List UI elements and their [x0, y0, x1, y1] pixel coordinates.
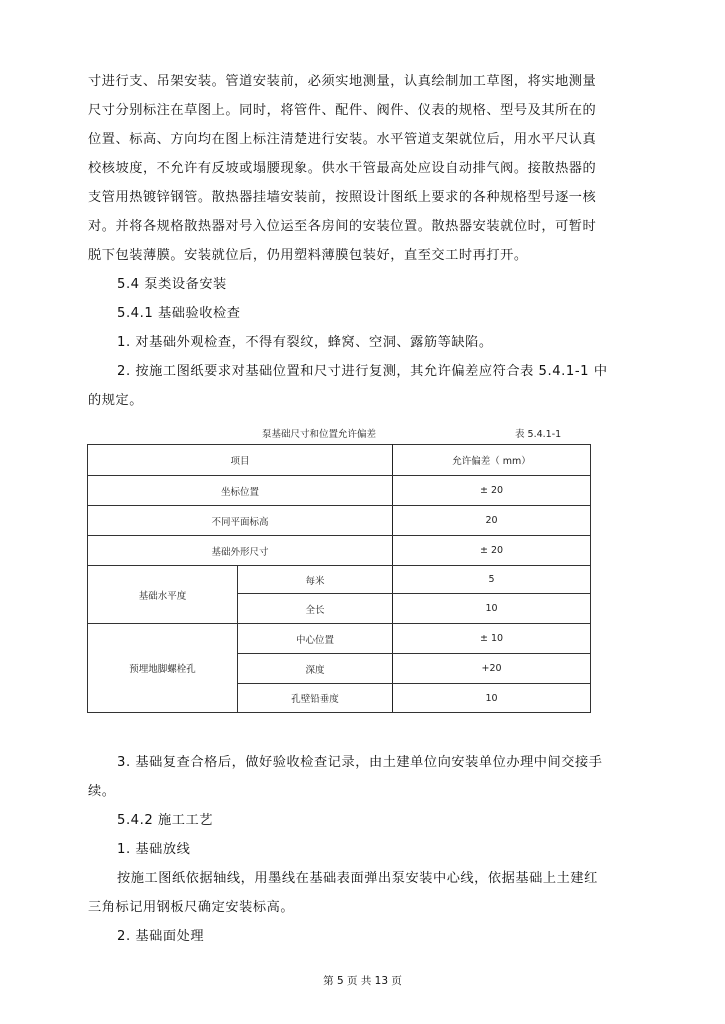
row-label: 坐标位置 — [88, 476, 393, 506]
body-text-line: 尺寸分别标注在草图上。同时，将管件、配件、阀件、仪表的规格、型号及其所在的 — [88, 103, 597, 118]
row-value: 5 — [393, 566, 591, 594]
row-value: 20 — [393, 506, 591, 536]
table-number: 表 5.4.1-1 — [515, 429, 562, 440]
table-caption: 泵基础尺寸和位置允许偏差 — [262, 429, 377, 440]
section-heading-5-4-1: 5.4.1 基础验收检查 — [117, 306, 241, 321]
row-value: ± 10 — [393, 624, 591, 654]
row-value: 10 — [393, 684, 591, 713]
body-text-line: 三角标记用钢板尺确定安装标高。 — [88, 900, 295, 915]
row-value: ± 20 — [393, 476, 591, 506]
row-group-label: 基础水平度 — [88, 566, 238, 624]
table-row — [88, 476, 591, 506]
page-number-footer: 第 5 页 共 13 页 — [323, 975, 402, 987]
table-header-row — [88, 445, 591, 476]
body-text-line: 按施工图纸依据轴线，用墨线在基础表面弹出泵安装中心线，依据基础上土建红 — [117, 871, 598, 886]
body-text-line: 位置、标高、方向均在图上标注清楚进行安装。水平管道支架就位后，用水平尺认真 — [88, 132, 597, 147]
list-item-1: 1. 对基础外观检查，不得有裂纹，蜂窝、空洞、露筋等缺陷。 — [117, 335, 493, 350]
header-item: 项目 — [88, 445, 393, 476]
body-text-line: 寸进行支、吊架安装。管道安装前，必须实地测量，认真绘制加工草图，将实地测量 — [88, 74, 597, 89]
row-label: 每米 — [238, 566, 393, 594]
row-group-label: 预埋地脚螺栓孔 — [88, 624, 238, 713]
list-item-2-continuation: 的规定。 — [88, 393, 143, 408]
subheading-1: 1. 基础放线 — [117, 842, 191, 857]
table-row — [88, 624, 591, 654]
row-label: 不同平面标高 — [88, 506, 393, 536]
body-text-line: 校核坡度，不允许有反坡或塌腰现象。供水干管最高处应设自动排气阀。接散热器的 — [88, 161, 597, 176]
tolerance-table — [87, 444, 591, 713]
row-value: +20 — [393, 654, 591, 684]
row-label: 中心位置 — [238, 624, 393, 654]
body-text-line: 对。并将各规格散热器对号入位运至各房间的安装位置。散热器安装就位时，可暂时 — [88, 219, 597, 234]
body-text-line: 脱下包装薄膜。安装就位后，仍用塑料薄膜包装好，直至交工时再打开。 — [88, 248, 528, 263]
table-row — [88, 566, 591, 594]
section-heading-5-4: 5.4 泵类设备安装 — [117, 277, 227, 292]
list-item-3-continuation: 续。 — [88, 784, 116, 799]
row-value: 10 — [393, 594, 591, 624]
table-row — [88, 506, 591, 536]
list-item-2: 2. 按施工图纸要求对基础位置和尺寸进行复测，其允许偏差应符合表 5.4.1-1 中 — [117, 364, 608, 379]
row-label: 孔壁铅垂度 — [238, 684, 393, 713]
row-label: 深度 — [238, 654, 393, 684]
row-label: 全长 — [238, 594, 393, 624]
section-heading-5-4-2: 5.4.2 施工工艺 — [117, 813, 213, 828]
subheading-2: 2. 基础面处理 — [117, 929, 205, 944]
row-value: ± 20 — [393, 536, 591, 566]
list-item-3: 3. 基础复查合格后，做好验收检查记录，由土建单位向安装单位办理中间交接手 — [117, 755, 603, 770]
table-row — [88, 536, 591, 566]
body-text-line: 支管用热镀锌钢管。散热器挂墙安装前，按照设计图纸上要求的各种规格型号逐一核 — [88, 190, 597, 205]
header-tolerance: 允许偏差（ mm） — [393, 445, 591, 476]
row-label: 基础外形尺寸 — [88, 536, 393, 566]
